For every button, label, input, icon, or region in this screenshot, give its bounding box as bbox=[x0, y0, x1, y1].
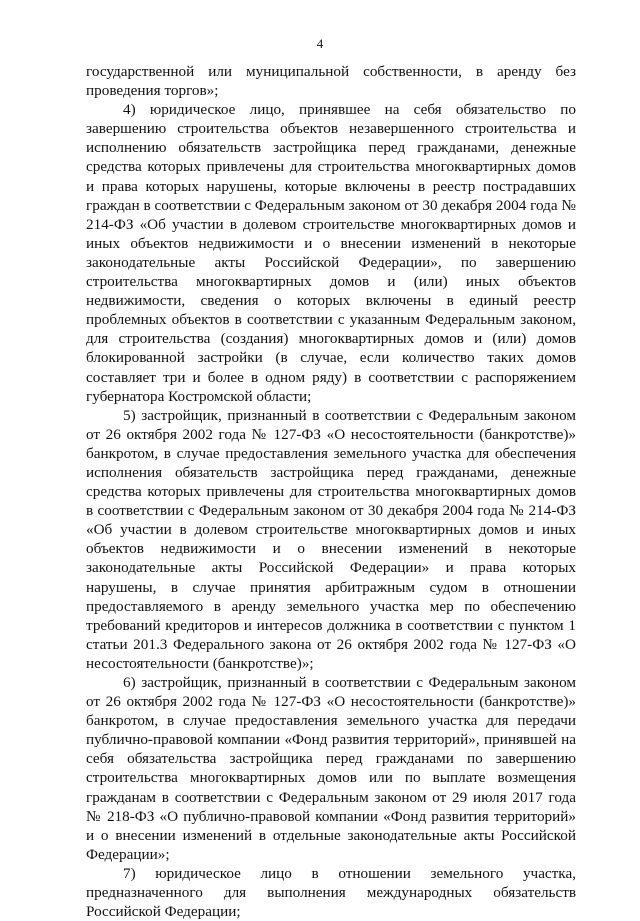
text-line: предназначенного для выполнения международных обязательств bbox=[86, 884, 576, 902]
page-number: 4 bbox=[316, 36, 324, 51]
text-line: требований кредиторов и интересов должника в соответствии с пунктом 1 bbox=[86, 616, 576, 634]
text-line: для строительства (создания) многоквартирных домов и (или) домов bbox=[86, 330, 576, 348]
text-line: строительства многоквартирных домов и (или) иных объектов bbox=[86, 273, 576, 291]
text-line: гражданам в соответствии с Федеральным законом от 29 июля 2017 года bbox=[86, 788, 576, 806]
text-line: объектов недвижимости и о внесении изменений в некоторые bbox=[86, 540, 576, 558]
text-line: банкротом, в случае предоставления земельного участка для обеспечения bbox=[86, 444, 576, 462]
text-line: проведения торгов»; bbox=[86, 82, 219, 100]
text-line: законодательные акты Российской Федерации» и права которых bbox=[86, 559, 576, 577]
text-line: недвижимости, сведения о которых включены в единый реестр bbox=[86, 292, 576, 310]
text-line: несостоятельности (банкротстве)»; bbox=[86, 654, 314, 672]
paragraph-item-5 bbox=[86, 406, 576, 673]
paragraph-item-7 bbox=[86, 864, 576, 921]
paragraph-item-6 bbox=[86, 673, 576, 864]
text-line: проблемных объектов в соответствии с указанным Федеральным законом, bbox=[86, 311, 576, 329]
text-line: строительства многоквартирных домов или по выплате возмещения bbox=[86, 769, 576, 787]
text-line: 4) юридическое лицо, принявшее на себя обязательство по bbox=[123, 101, 576, 119]
text-line: средства которых привлечены для строительства многоквартирных домов bbox=[86, 483, 576, 501]
text-line: средства которых привлечены для строительства многоквартирных домов bbox=[86, 158, 576, 176]
text-line: граждан в соответствии с Федеральным законом от 30 декабря 2004 года № bbox=[86, 196, 576, 214]
text-line: составляет три и более в одном ряду) в соответствии с распоряжением bbox=[86, 368, 576, 386]
text-line: Российской Федерации; bbox=[86, 903, 241, 921]
text-line: исполнения обязательств застройщика перед гражданами, денежные bbox=[86, 463, 576, 481]
text-line: блокированной застройки (в случае, если количество таких домов bbox=[86, 349, 576, 367]
text-line: 214-ФЗ «Об участии в долевом строительстве многоквартирных домов и bbox=[86, 215, 576, 233]
text-line: Федерации»; bbox=[86, 845, 170, 863]
text-line: 5) застройщик, признанный в соответствии с Федеральным законом bbox=[123, 406, 576, 424]
text-line: губернатора Костромской области; bbox=[86, 387, 312, 405]
text-line: от 26 октября 2002 года № 127-ФЗ «О несостоятельности (банкротстве)» bbox=[86, 693, 576, 711]
text-line: себя обязательства застройщика перед гражданами по завершению bbox=[86, 750, 576, 768]
text-line: 7) юридическое лицо в отношении земельного участка, bbox=[123, 864, 576, 882]
text-line: в соответствии с Федеральным законом от 30 декабря 2004 года № 214-ФЗ bbox=[86, 502, 576, 520]
text-line: публично-правовой компании «Фонд развития территорий», принявшей на bbox=[86, 731, 576, 749]
text-line: нарушены, в случае принятия арбитражным судом в отношении bbox=[86, 578, 576, 596]
text-line: государственной или муниципальной собственности, в аренду без bbox=[86, 63, 576, 80]
paragraph-item-4 bbox=[86, 100, 576, 406]
text-line: от 26 октября 2002 года № 127-ФЗ «О несостоятельности (банкротстве)» bbox=[86, 425, 576, 443]
text-line: и права которых нарушены, которые включены в реестр пострадавших bbox=[86, 177, 576, 195]
text-line: завершению строительства объектов незавершенного строительства и bbox=[86, 120, 576, 138]
text-line: предоставляемого в аренду земельного участка мер по обеспечению bbox=[86, 597, 576, 615]
paragraph-continuation bbox=[86, 62, 576, 100]
text-line: 6) застройщик, признанный в соответствии с Федеральным законом bbox=[123, 674, 576, 691]
text-line: банкротом, в случае предоставления земельного участка для передачи bbox=[86, 712, 576, 730]
text-line: «Об участии в долевом строительстве многоквартирных домов и иных bbox=[86, 521, 576, 539]
text-line: исполнению обязательств застройщика перед гражданами, денежные bbox=[86, 139, 576, 157]
text-line: статьи 201.3 Федерального закона от 26 октября 2002 года № 127-ФЗ «О bbox=[86, 635, 576, 653]
text-line: иных объектов недвижимости и о внесении изменений в некоторые bbox=[86, 234, 576, 252]
text-line: законодательные акты Российской Федерации», по завершению bbox=[86, 253, 576, 271]
text-line: и о внесении изменений в отдельные законодательные акты Российской bbox=[86, 826, 576, 844]
document-body bbox=[86, 62, 576, 921]
text-line: № 218-ФЗ «О публично-правовой компании «Фонд развития территорий» bbox=[86, 807, 576, 825]
